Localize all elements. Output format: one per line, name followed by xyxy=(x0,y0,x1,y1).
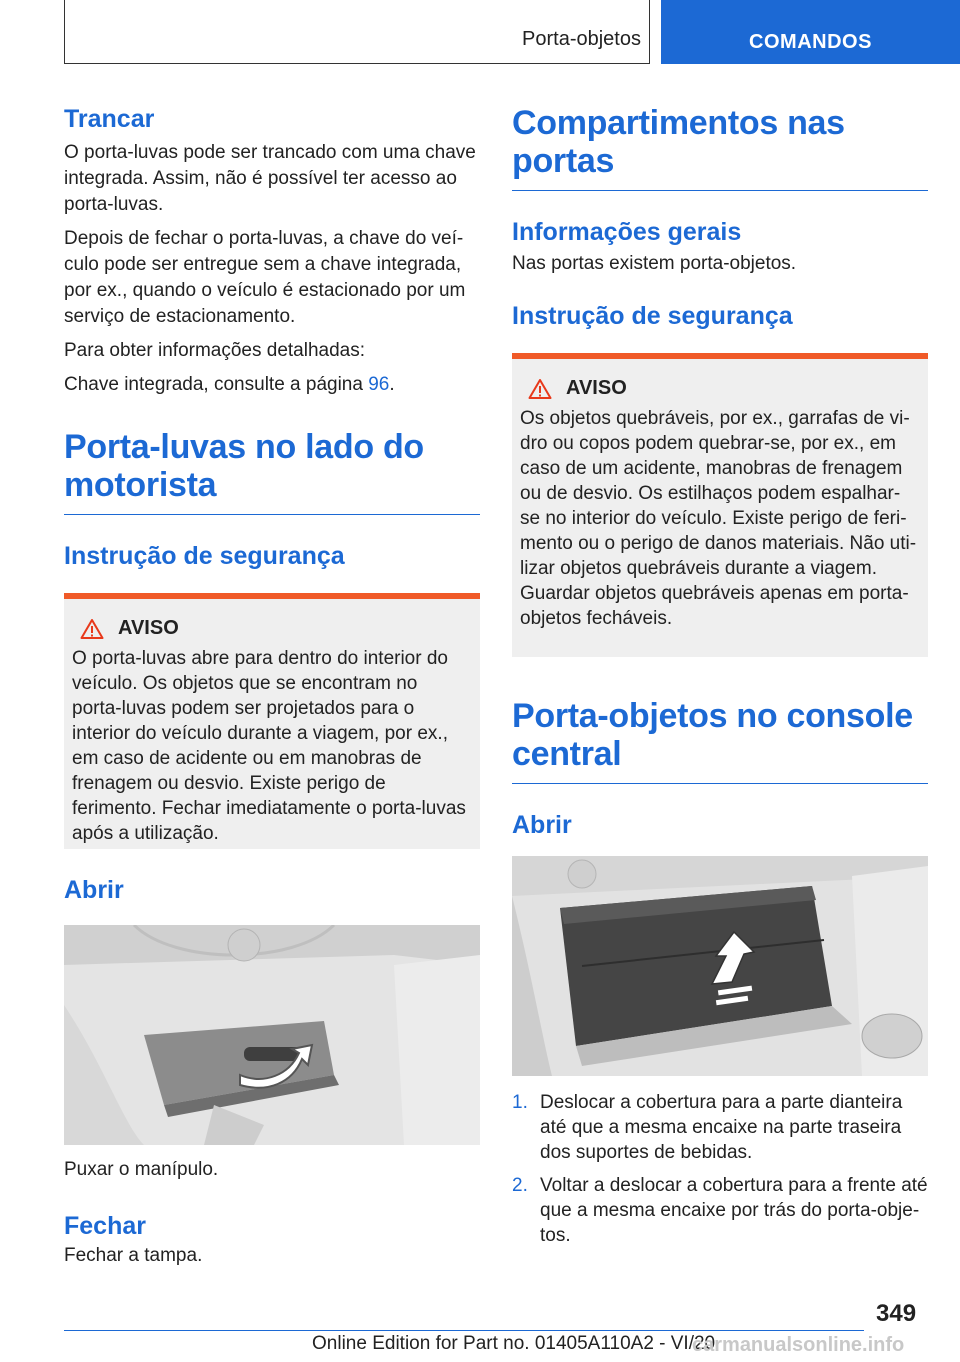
fechar-text: Fechar a tampa. xyxy=(64,1245,203,1266)
warning-triangle-icon xyxy=(528,378,552,400)
steps-list xyxy=(512,1090,928,1248)
warning-header xyxy=(80,617,472,640)
list-item xyxy=(512,1090,928,1165)
list-item xyxy=(512,1173,928,1248)
warning-box-right xyxy=(512,353,928,657)
page-number: 349 xyxy=(876,1300,917,1327)
safety-heading-right: Instrução de segurança xyxy=(512,302,793,330)
trancar-ref-text: Chave integrada, consulte a página xyxy=(64,374,369,395)
safety-heading-left: Instrução de segurança xyxy=(64,542,345,570)
abrir-caption: Puxar o manípulo. xyxy=(64,1159,219,1180)
console-illustration xyxy=(512,856,928,1076)
info-text: Nas portas existem porta-objetos. xyxy=(512,253,797,274)
header-frame xyxy=(64,0,650,64)
fechar-heading: Fechar xyxy=(64,1212,146,1240)
trancar-paragraph-2: Depois de fechar o porta-luvas, a chave do veículo pode ser entregue sem a chave integrada, por ex., quando o veículo é estacionado por um serviço de estacionamento. xyxy=(64,228,466,327)
warning-header xyxy=(528,377,920,400)
trancar-paragraph-1: O porta-luvas pode ser trancado com uma chave integrada. Assim, não é possível ter acesso ao porta-luvas. xyxy=(64,142,476,215)
footer-rule xyxy=(64,1330,864,1331)
trancar-paragraph-3: Para obter informações detalhadas: xyxy=(64,340,366,361)
warning-text: Os objetos quebráveis, por ex., garrafas de vidro ou copos podem quebrar-se, por ex., em caso de um acidente, manobras de frenagem ou de desvio. Os estilhaços podem espalhar-se no interior do veículo. Existe perigo de ferimento ou o perigo de danos materiais. Não utilizar objetos quebráveis durante a viagem. Guardar objetos quebráveis apenas em porta-objetos fecháveis. xyxy=(520,408,917,629)
section-title-console: Porta-objetos no console central xyxy=(512,697,928,784)
warning-title: AVISO xyxy=(566,377,627,399)
trancar-ref-end: . xyxy=(389,374,395,395)
header-section-title: Porta-objetos xyxy=(522,28,641,50)
warning-triangle-icon xyxy=(80,618,104,640)
abrir-heading-right: Abrir xyxy=(512,811,572,839)
step-number: 1. xyxy=(512,1092,528,1113)
chapter-tab[interactable]: COMANDOS xyxy=(661,0,960,64)
step-number: 2. xyxy=(512,1175,528,1196)
warning-text: O porta-luvas abre para dentro do interior do veículo. Os objetos que se encontram no porta-luvas podem ser projetados para o interior do veículo durante a viagem, por ex., em caso de acidente ou em manobras de frenagem ou desvio. Existe perigo de ferimento. Fechar imediatamente o porta-luvas após a utilização. xyxy=(72,648,466,844)
abrir-heading-left: Abrir xyxy=(64,876,124,904)
left-column xyxy=(64,104,480,1269)
right-column xyxy=(512,104,928,1256)
section-title-doors: Compartimentos nas portas xyxy=(512,104,928,191)
page-96-link[interactable]: 96 xyxy=(368,374,390,395)
glovebox-photo xyxy=(64,925,480,1145)
warning-box-left xyxy=(64,593,480,849)
console-photo xyxy=(512,856,928,1076)
info-heading: Informações gerais xyxy=(512,218,742,246)
footer-edition: Online Edition for Part no. 01405A110A2 - VI/20 xyxy=(312,1333,716,1354)
step-text: Voltar a deslocar a cobertura para a frente até que a mesma encaixe por trás do porta-objetos. xyxy=(540,1175,928,1246)
watermark-logo: carmanualsonline.info xyxy=(692,1334,905,1356)
trancar-heading: Trancar xyxy=(64,105,155,133)
warning-title: AVISO xyxy=(118,617,179,639)
section-title-glovebox: Porta-luvas no lado do motorista xyxy=(64,428,480,515)
step-text: Deslocar a cobertura para a parte dianteira até que a mesma encaixe na parte traseira dos suportes de bebidas. xyxy=(540,1092,903,1163)
trancar-paragraph-4 xyxy=(64,372,480,398)
glovebox-illustration xyxy=(64,925,480,1145)
